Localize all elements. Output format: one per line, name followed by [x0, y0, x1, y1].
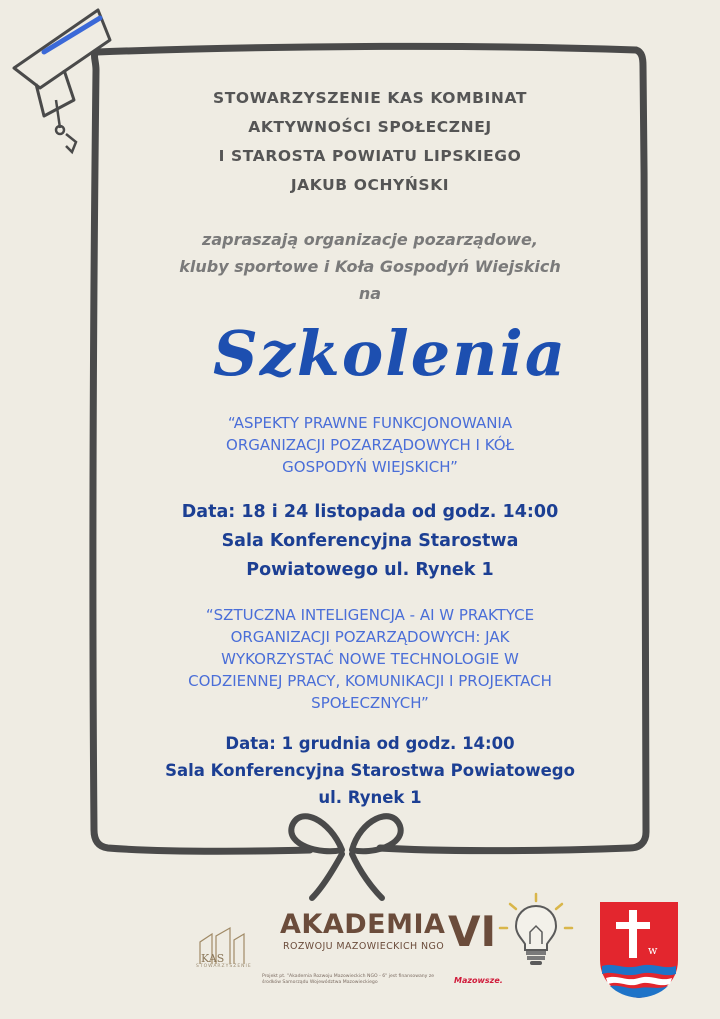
- training-1-details: [120, 498, 620, 585]
- training-2-venue: Sala Konferencyjna Starostwa Powiatowego: [165, 761, 575, 780]
- training-2-details: [100, 730, 640, 811]
- invitation-line: na: [358, 284, 382, 303]
- invitation-text: [110, 226, 630, 307]
- training-1-address: Powiatowego ul. Rynek 1: [246, 560, 494, 580]
- topic-line: SPOŁECZNYCH”: [311, 694, 429, 712]
- akademia-logo-text: AKADEMIA: [280, 909, 446, 940]
- topic-line: ORGANIZACJI POZARZĄDOWYCH I KÓŁ: [226, 436, 514, 454]
- funding-note: Projekt pt. "Akademia Rozwoju Mazowieckich NGO - 6" jest finansowany ze środków Samorządu Województwa Mazowieckiego: [262, 974, 435, 985]
- invitation-line: kluby sportowe i Koła Gospodyń Wiejskich: [179, 257, 561, 276]
- topic-line: “ASPEKTY PRAWNE FUNKCJONOWANIA: [227, 414, 513, 432]
- lightbulb-icon: [498, 892, 574, 968]
- training-2-date: Data: 1 grudnia od godz. 14:00: [225, 734, 515, 753]
- topic-line: ORGANIZACJI POZARZĄDOWYCH: JAK: [230, 628, 510, 646]
- organizer-line: JAKUB OCHYŃSKI: [290, 176, 450, 194]
- coat-of-arms-icon: [598, 900, 680, 1000]
- sponsor-logos: [0, 880, 720, 1019]
- organizer-line: STOWARZYSZENIE KAS KOMBINAT: [212, 89, 528, 107]
- training-2-address: ul. Rynek 1: [318, 788, 422, 807]
- organizers-heading: [120, 84, 620, 200]
- training-1-date: Data: 18 i 24 listopada od godz. 14:00: [181, 502, 559, 522]
- organizer-line: I STAROSTA POWIATU LIPSKIEGO: [218, 147, 522, 165]
- topic-line: CODZIENNEJ PRACY, KOMUNIKACJI I PROJEKTACH: [188, 672, 552, 690]
- mazowsze-logo: Mazowsze.: [454, 976, 503, 985]
- invitation-line: zapraszają organizacje pozarządowe,: [202, 230, 538, 249]
- akademia-logo-subtitle: ROZWOJU MAZOWIECKICH NGO: [283, 941, 445, 952]
- akademia-logo-vi: VI: [448, 907, 497, 956]
- kas-logo-subtitle: STOWARZYSZENIE: [196, 964, 252, 969]
- topic-line: GOSPODYŃ WIEJSKICH”: [282, 458, 458, 476]
- svg-text:w: w: [648, 944, 658, 957]
- page-title: Szkolenia: [212, 317, 568, 390]
- training-1-topic: [130, 412, 610, 478]
- kas-logo-text: KAS: [201, 952, 225, 965]
- organizer-line: AKTYWNOŚCI SPOŁECZNEJ: [248, 118, 492, 136]
- training-2-topic: [120, 604, 620, 714]
- topic-line: “SZTUCZNA INTELIGENCJA - AI W PRAKTYCE: [205, 606, 535, 624]
- training-1-venue: Sala Konferencyjna Starostwa: [221, 531, 519, 551]
- topic-line: WYKORZYSTAĆ NOWE TECHNOLOGIE W: [221, 650, 519, 668]
